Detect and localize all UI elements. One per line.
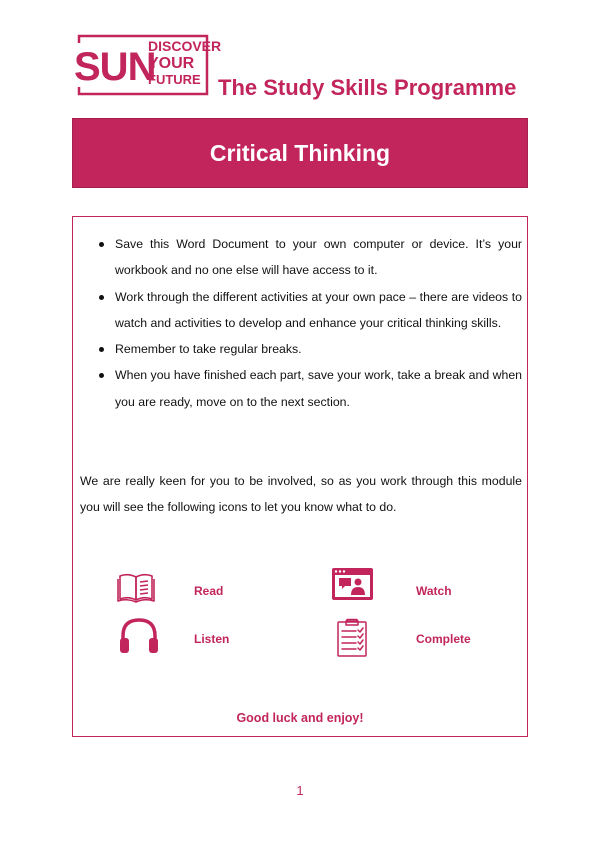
listen-label: Listen <box>194 632 230 646</box>
headphones-icon <box>119 617 159 655</box>
title-banner <box>72 118 528 188</box>
programme-title: The Study Skills Programme <box>218 75 517 100</box>
video-icon <box>331 567 374 601</box>
watch-label: Watch <box>416 584 452 598</box>
intro-paragraph: We are really keen for you to be involved, so as you work through this module you will see the following icons to let you know what to do. <box>80 474 522 515</box>
list-item: Save this Word Document to your own computer or device. It’s your workbook and no one else will have access to it. <box>115 231 522 284</box>
page-number: 1 <box>296 783 304 798</box>
checklist-clipboard-icon <box>336 618 368 658</box>
open-book-icon <box>117 571 155 603</box>
instructions-box <box>72 216 528 737</box>
logo-word: SUN <box>74 45 156 89</box>
banner-title: Critical Thinking <box>209 139 391 166</box>
logo-line-2: YOUR <box>148 55 195 72</box>
list-item: Work through the different activities at your own pace – there are videos to watch and activities to develop and enhance your critical thinking skills. <box>115 284 522 337</box>
closing-message: Good luck and enjoy! <box>236 711 364 725</box>
list-item: When you have finished each part, save your work, take a break and when you are ready, move on to the next section. <box>115 362 522 415</box>
logo-line-3: FUTURE <box>148 72 201 87</box>
read-label: Read <box>194 584 224 598</box>
logo-line-1: DISCOVER <box>148 38 222 54</box>
sun-logo <box>72 34 222 96</box>
list-item: Remember to take regular breaks. <box>115 336 522 362</box>
instructions-list <box>115 231 522 415</box>
complete-label: Complete <box>416 632 471 646</box>
